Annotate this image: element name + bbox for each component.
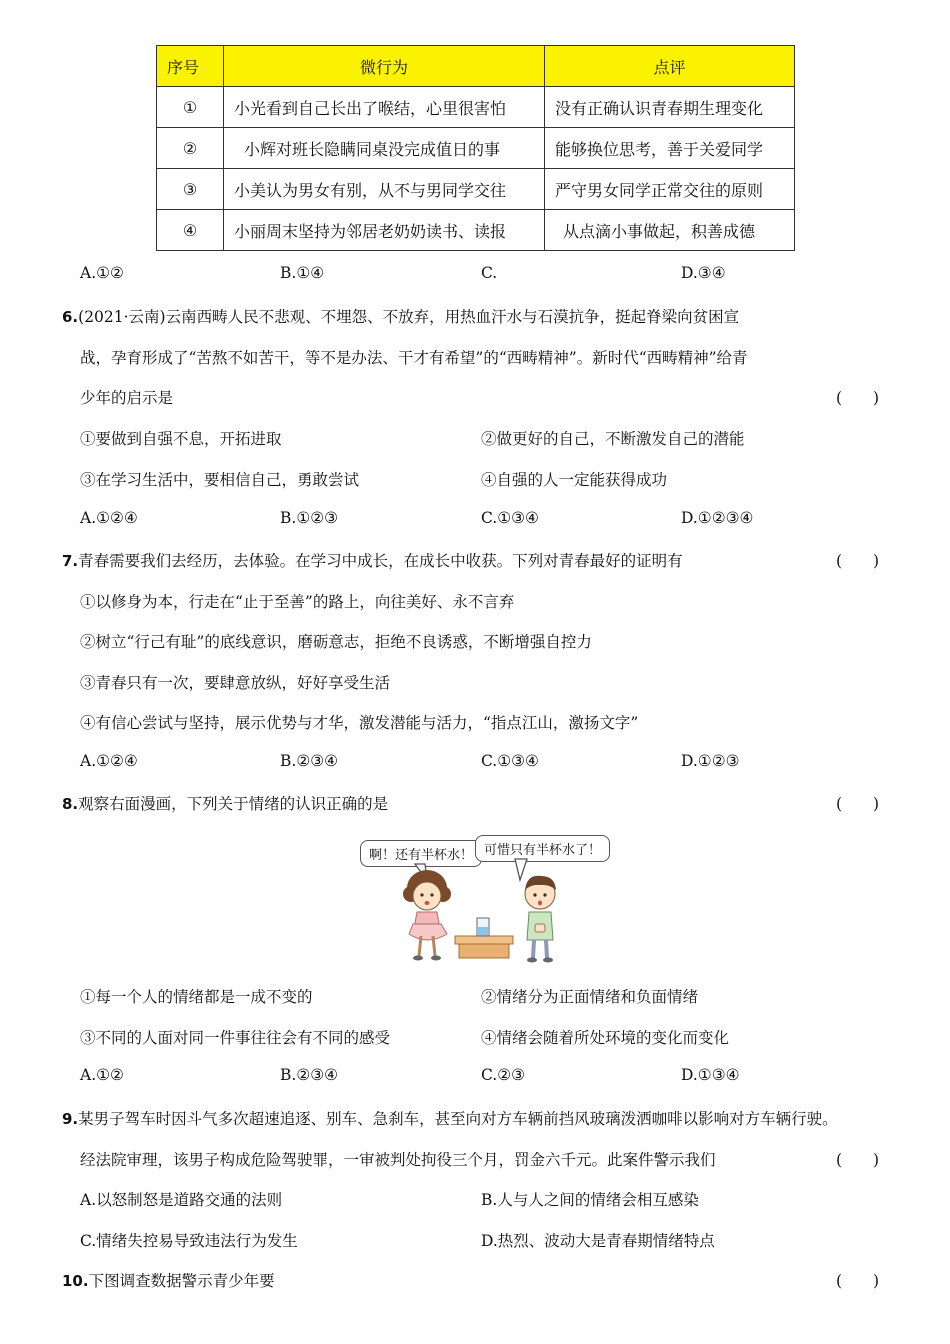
q6-item-2: ②做更好的自己，不断激发自己的潜能: [481, 430, 745, 448]
table-row: [157, 87, 795, 128]
q7-option-a[interactable]: A.①②④: [80, 752, 138, 770]
q7-option-d[interactable]: D.①②③: [681, 752, 740, 770]
q8-option-c[interactable]: C.②③: [481, 1066, 526, 1084]
row-act: 小丽周末坚持为邻居老奶奶读书、读报: [224, 210, 545, 251]
q6-answer-blank[interactable]: ( ): [836, 389, 880, 407]
q9-option-c[interactable]: C.情绪失控易导致违法行为发生: [80, 1232, 298, 1250]
row-comment: 没有正确认识青春期生理变化: [545, 87, 795, 128]
row-comment: 严守男女同学正常交往的原则: [545, 169, 795, 210]
q6-item-1: ①要做到自强不息，开拓进取: [80, 430, 282, 448]
row-comment: 从点滴小事做起，积善成德: [545, 210, 795, 251]
header-act: 微行为: [224, 46, 545, 87]
row-no: ②: [157, 128, 224, 169]
q6-option-a[interactable]: A.①②④: [80, 509, 138, 527]
q9-number: 9.: [62, 1110, 79, 1128]
cartoon-drawing: [355, 828, 615, 973]
q6-item-4: ④自强的人一定能获得成功: [481, 471, 668, 489]
q7-option-c[interactable]: C.①③④: [481, 752, 539, 770]
q8-number: 8.: [62, 795, 79, 813]
boy-figure: [525, 876, 556, 963]
q7-item-1: ①以修身为本，行走在“止于至善”的路上，向往美好、永不言弃: [80, 593, 515, 611]
q6-option-b[interactable]: B.①②③: [280, 509, 339, 527]
table-row: [157, 169, 795, 210]
q6-option-d[interactable]: D.①②③④: [681, 509, 754, 527]
header-comment: 点评: [545, 46, 795, 87]
q5-option-c[interactable]: C.: [481, 264, 498, 282]
q8-answer-blank[interactable]: ( ): [836, 795, 880, 813]
boy-speech-bubble: 可惜只有半杯水了！: [475, 835, 610, 862]
q6-line-2: 战，孕育形成了“苦熬不如苦干，等不是办法、干才有希望”的“西畴精神”。新时代“西畴精神”给青: [80, 349, 748, 367]
q10-answer-blank[interactable]: ( ): [836, 1272, 880, 1290]
q9-answer-blank[interactable]: ( ): [836, 1151, 880, 1169]
q7-answer-blank[interactable]: ( ): [836, 552, 880, 570]
q9-line-1: 9.某男子驾车时因斗气多次超速追逐、别车、急刹车，甚至向对方车辆前挡风玻璃泼洒咖啡以影响对方车辆行驶。: [62, 1110, 838, 1128]
q7-stem: 7.青春需要我们去经历，去体验。在学习中成长，在成长中收获。下列对青春最好的证明有: [62, 552, 683, 570]
behavior-table: [156, 45, 795, 251]
table-header-row: [157, 46, 795, 87]
table-with-glass: [455, 918, 513, 958]
q7-number: 7.: [62, 552, 79, 570]
half-glass-cartoon: [355, 828, 615, 973]
q5-option-d[interactable]: D.③④: [681, 264, 726, 282]
q7-item-4: ④有信心尝试与坚持，展示优势与才华，激发潜能与活力，“指点江山，激扬文字”: [80, 714, 639, 732]
q9-line-2: 经法院审理，该男子构成危险驾驶罪，一审被判处拘役三个月，罚金六千元。此案件警示我们: [80, 1151, 716, 1169]
q8-item-1: ①每一个人的情绪都是一成不变的: [80, 988, 313, 1006]
q6-item-3: ③在学习生活中，要相信自己，勇敢尝试: [80, 471, 360, 489]
q9-option-a[interactable]: A.以怒制怒是道路交通的法则: [80, 1191, 283, 1209]
q10-number: 10.: [62, 1272, 89, 1290]
row-act: 小辉对班长隐瞒同桌没完成值日的事: [224, 128, 545, 169]
row-no: ③: [157, 169, 224, 210]
q5-option-b[interactable]: B.①④: [280, 264, 325, 282]
table-row: [157, 128, 795, 169]
row-no: ①: [157, 87, 224, 128]
row-act: 小美认为男女有别，从不与男同学交往: [224, 169, 545, 210]
q8-option-d[interactable]: D.①③④: [681, 1066, 740, 1084]
q6-option-c[interactable]: C.①③④: [481, 509, 539, 527]
q8-option-b[interactable]: B.②③④: [280, 1066, 339, 1084]
row-comment: 能够换位思考，善于关爱同学: [545, 128, 795, 169]
q6-number: 6.: [62, 308, 79, 326]
q6-line-3: 少年的启示是: [80, 389, 174, 407]
table-row: [157, 210, 795, 251]
q8-item-4: ④情绪会随着所处环境的变化而变化: [481, 1029, 730, 1047]
girl-speech-bubble: 啊！还有半杯水！: [360, 840, 482, 867]
q8-stem: 8.观察右面漫画，下列关于情绪的认识正确的是: [62, 795, 389, 813]
q7-item-2: ②树立“行己有耻”的底线意识，磨砺意志，拒绝不良诱惑，不断增强自控力: [80, 633, 592, 651]
header-no: 序号: [157, 46, 224, 87]
q5-option-a[interactable]: A.①②: [80, 264, 124, 282]
q10-stem: 10.下图调查数据警示青少年要: [62, 1272, 275, 1290]
q9-option-d[interactable]: D.热烈、波动大是青春期情绪特点: [481, 1232, 715, 1250]
q7-item-3: ③青春只有一次，要肆意放纵，好好享受生活: [80, 674, 391, 692]
q8-item-2: ②情绪分为正面情绪和负面情绪: [481, 988, 699, 1006]
q7-option-b[interactable]: B.②③④: [280, 752, 339, 770]
girl-figure: [403, 870, 451, 961]
q9-option-b[interactable]: B.人与人之间的情绪会相互感染: [481, 1191, 699, 1209]
q8-item-3: ③不同的人面对同一件事往往会有不同的感受: [80, 1029, 391, 1047]
row-act: 小光看到自己长出了喉结，心里很害怕: [224, 87, 545, 128]
q8-option-a[interactable]: A.①②: [80, 1066, 124, 1084]
row-no: ④: [157, 210, 224, 251]
q6-line-1: 6.(2021·云南)云南西畴人民不悲观、不埋怨、不放弃，用热血汗水与石漠抗争，挺起脊梁向贫困宣: [62, 308, 740, 326]
